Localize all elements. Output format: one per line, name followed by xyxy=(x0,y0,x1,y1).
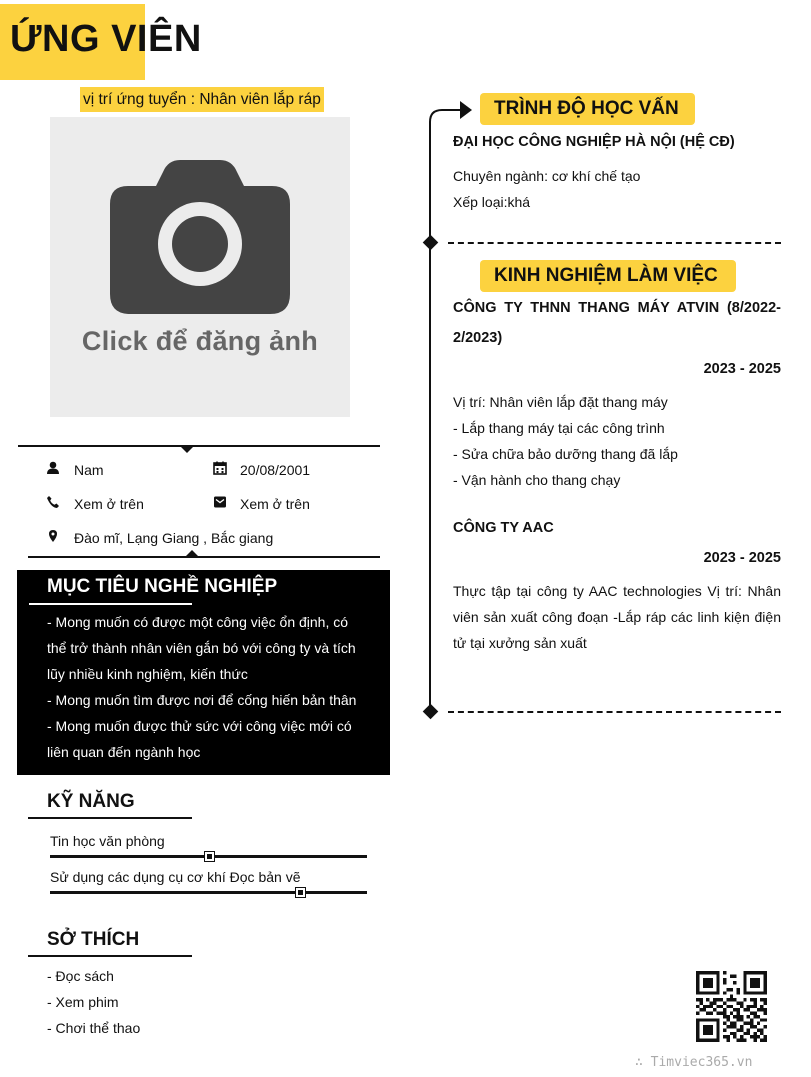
education-grade: Xếp loại:khá xyxy=(453,194,531,210)
objective-line: liên quan đến ngành học xyxy=(47,744,201,760)
watermark-dots-icon: ∴ xyxy=(635,1055,651,1070)
job-detail: - Sửa chữa bảo dưỡng thang đã lắp xyxy=(453,446,678,462)
job-company: CÔNG TY AAC xyxy=(453,520,554,536)
experience-title: KINH NGHIỆM LÀM VIỆC xyxy=(494,265,718,286)
education-school: ĐẠI HỌC CÔNG NGHIỆP HÀ NỘI (HỆ CĐ) xyxy=(453,134,735,150)
job-detail: Thực tập tại công ty AAC technologies Vị trí: Nhân xyxy=(453,583,781,599)
skills-title: KỸ NĂNG xyxy=(47,791,135,812)
education-title: TRÌNH ĐỘ HỌC VẤN xyxy=(494,98,679,119)
skill-level-handle[interactable] xyxy=(204,851,215,862)
job-detail: viên sản xuất công đoạn -Lắp ráp các linh kiện điện xyxy=(453,609,781,625)
watermark-text: Timviec365.vn xyxy=(650,1055,753,1070)
job-detail: - Vận hành cho thang chạy xyxy=(453,472,621,488)
list-item: - Đọc sách xyxy=(47,968,114,984)
objective-line: thể trở thành nhân viên gắn bó với công ty và tích xyxy=(47,640,356,656)
hobbies-list xyxy=(47,963,140,1041)
page-title: ỨNG VIÊN xyxy=(10,18,202,60)
map-marker-icon xyxy=(46,529,60,543)
job-detail: Vị trí: Nhân viên lắp đặt thang máy xyxy=(453,394,668,410)
skill-label: Sử dụng các dụng cụ cơ khí Đọc bản vẽ xyxy=(50,869,301,885)
phone-value: Xem ở trên xyxy=(74,496,144,512)
info-divider-top xyxy=(18,445,380,447)
email-icon xyxy=(213,495,227,509)
email-value: Xem ở trên xyxy=(240,496,310,512)
camera-icon xyxy=(110,160,290,318)
phone-icon xyxy=(46,495,60,509)
position-applied: vị trí ứng tuyển : Nhân viên lắp ráp xyxy=(80,87,324,112)
objective-title: MỤC TIÊU NGHỀ NGHIỆP xyxy=(47,576,278,597)
list-item: - Xem phim xyxy=(47,994,119,1010)
hobbies-title: SỞ THÍCH xyxy=(47,929,140,950)
skill-level-handle[interactable] xyxy=(295,887,306,898)
qr-code-icon xyxy=(696,971,767,1042)
section-separator xyxy=(448,711,781,713)
job-company-dates: 2/2023) xyxy=(453,330,503,346)
skills-title-underline xyxy=(28,817,192,819)
section-separator xyxy=(448,242,781,244)
career-objective-section xyxy=(17,570,390,775)
hobbies-title-underline xyxy=(28,955,192,957)
birthday-value: 20/08/2001 xyxy=(240,462,311,478)
user-icon xyxy=(46,461,60,475)
avatar-upload[interactable] xyxy=(50,117,350,417)
calendar-icon xyxy=(213,461,227,475)
info-divider-bottom xyxy=(28,556,380,558)
watermark xyxy=(635,1055,752,1070)
divider-arrow-down-icon xyxy=(180,446,194,454)
job-company: CÔNG TY THNN THANG MÁY ATVIN (8/2022- xyxy=(453,300,781,316)
objective-line: - Mong muốn có được một công việc ổn định, có xyxy=(47,614,349,630)
job-period: 2023 - 2025 xyxy=(703,550,781,566)
job-detail: - Lắp thang máy tại các công trình xyxy=(453,420,665,436)
gender-value: Nam xyxy=(74,462,104,478)
objective-line: lũy nhiều kinh nghiệm, kiến thức xyxy=(47,666,248,682)
education-major: Chuyên ngành: cơ khí chế tạo xyxy=(453,168,641,184)
skill-track xyxy=(50,891,367,894)
objective-title-underline xyxy=(29,603,192,605)
objective-text xyxy=(47,609,365,765)
objective-line: - Mong muốn được thử sức với công việc mới có xyxy=(47,718,352,734)
photo-caption: Click để đăng ảnh xyxy=(81,326,319,356)
objective-line: - Mong muốn tìm được nơi để cống hiến bản thân xyxy=(47,692,357,708)
job-period: 2023 - 2025 xyxy=(703,361,781,377)
job-detail: tử tại xưởng sản xuất xyxy=(453,635,587,651)
list-item: - Chơi thể thao xyxy=(47,1020,141,1036)
address-value: Đào mĩ, Lạng Giang , Bắc giang xyxy=(74,530,274,546)
skill-label: Tin học văn phòng xyxy=(50,833,165,849)
